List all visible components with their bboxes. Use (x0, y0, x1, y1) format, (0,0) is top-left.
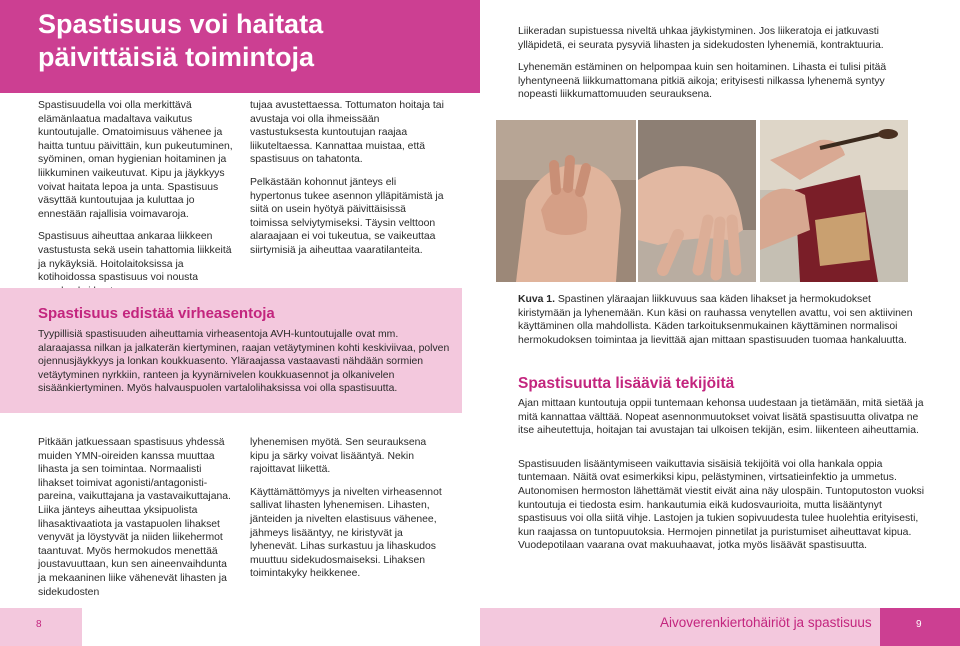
paragraph: Lyhenemän estäminen on helpompaa kuin sen hoitaminen. Lihasta ei tulisi pitää lyhentyneenä liikkumattomana pitkiä aikoja; erityisesti nilkassa lyhenemä syntyy nopeasti liikkumattomuuden seurauksena. (518, 62, 887, 101)
paragraph: Spastisuus aiheuttaa ankaraa liikkeen vastustusta sekä usein tahattomia liikkeitä ja nykäyksiä. Hoitolaitoksissa ja kotihoidossa spastisuus voi nousta (38, 231, 232, 284)
paragraph: Spastisuudella voi olla merkittävä elämänlaatua madaltava vaikutus kuntoutujalle. Omatoimisuus vähenee ja haitta tuntuu päivittäin, kun pukeutuminen, syöminen, oman hygienian hoitaminen ja liikkuminen vaikeutuvat. Kipu ja jäykkyys voivat haitata lepoa ja unta. Spastisuus väsyttää kuntoutujaa ja kuluttaa jo ennestään rajallisia voimavaroja. (38, 100, 233, 220)
photo-hand-spastic (496, 120, 636, 282)
paragraph: Ajan mittaan kuntoutuja oppii tuntemaan kehonsa uudestaan ja tietämään, mitä sietää ja mitä kannattaa välttää. Nopeat asennonmuutokset voivat lisätä spastisuutta olivatpa ne itse aiheutettuja, hoitajan tai avustajan tai ulkoisen tekijän, esim. liikenteen aiheuttamia. (518, 398, 924, 437)
title-line-2: päivittäisiä toimintoja (38, 42, 315, 72)
paragraph: Spastisuuden lisääntymiseen vaikuttavia sisäisiä tekijöitä voi olla hankala oppia tuntemaan. Näitä ovat esimerkiksi kipu, pelästyminen, virtsatieinfektio ja ummetus. Autonomisen hermoston lähettämät viestit eivät aina näy ulospäin. Tuntoputoston vuoksi kuntoutuja ei tiedosta esim. hankautumia eikä kudosvaurioita, mutta lisääntynyt spastisuus voi olla siitä vihje. Lastojen ja tukien sopivuudesta tulee huolehtia erityisesti, kun raajassa on tuntopuutoksia. Hermojen pinnetilat ja puristumiset aiheuttavat kipua. Vuodepotilaan vaarana ovat makuuhaavat, jotka myös lisäävät spastisuutta. (518, 458, 925, 552)
figure-caption (518, 293, 922, 347)
paragraph: Liikeradan supistuessa niveltä uhkaa jäykistyminen. Jos liikeratoja ei jatkuvasti ylläpidetä, ei seurata pysyviä lihasten ja sidekudosten lyhenemiä, kontraktuuria. (518, 26, 884, 51)
info-box-heading: Spastisuus edistää virheasentoja (38, 305, 275, 322)
photo-hand-coffee (760, 120, 908, 282)
paragraph: Pelkästään kohonnut jänteys eli hypertonus tukee asennon ylläpitämistä ja siitä on usein hyötyä päivittäisissä toimissa selviytymiseksi. Täysin velttoon alaraajaan ei voi tukeutua, se vaikeuttaa siirtymisiä ja aiheuttaa vaaratilanteita. (250, 176, 444, 256)
paragraph: lyhenemisen myötä. Sen seurauksena kipu ja särky voivat lisääntyä. Nekin rajoittavat liikettä. (250, 437, 427, 476)
column-2 (250, 99, 444, 267)
page-title (38, 8, 323, 74)
paragraph: tujaa avustettaessa. Tottumaton hoitaja tai avustaja voi olla ihmeissään vastustuksesta kuntoutujan raajaa liikuteltaessa. Kannattaa muistaa, että spastisuus on tahatonta. (250, 100, 444, 166)
column-4 (250, 436, 446, 590)
column-3 (38, 436, 232, 608)
publication-title: Aivoverenkiertohäiriöt ja spastisuus (660, 615, 872, 630)
photo-hand-opened (638, 120, 756, 282)
column-1 (38, 99, 234, 307)
paragraph: Käyttämättömyys ja nivelten virheasennot sallivat lihasten lyhenemisen. Lihasten, jänteiden ja nivelten elastisuus vähenee, jähmeys lisääntyy, ne kiristyvät ja lyhenevät. Lihas surkastuu ja lihaskudos muuttuu sidekudosmaiseksi. Lihaksen toimintakyky heikkenee. (250, 486, 442, 580)
page-number-left: 8 (36, 619, 42, 630)
paragraph: Pitkään jatkuessaan spastisuus yhdessä muiden YMN-oireiden kanssa muuttaa lihasta ja sen toimintaa. Normaalisti lihakset toimivat agonisti/antagonisti-pareina, vaikuttajana ja vastavaikuttajana. Liika jänteys aiheuttaa yksipuolista lihasaktivaatiota ja vastapuolen lihakset venyvät ja löystyvät ja niiden liikehermot taantuvat. Myös hermokudos menettää joustavuuttaan, kun sen aineenvaihdunta ja mekaaninen liike vähenevät lihasten ja sidekudosten (38, 437, 231, 598)
caption-text: Spastinen yläraajan liikkuvuus saa käden lihakset ja hermokudokset kiristymään ja lyhenemään. Kun käsi on rauhassa venytellen avattu, voi sen aktiivinen käyttäminen olla mahdollista. Käden tarkoituksenmukainen käyttäminen normalisoi hermokudoksen toimintaa ja lievittää ajan mittaan spastisuuden tuomaa hankaluutta. (518, 294, 913, 346)
section-heading: Spastisuutta lisääviä tekijöitä (518, 375, 735, 392)
caption-label: Kuva 1. (518, 294, 555, 305)
right-body (518, 397, 926, 562)
intro-text (518, 25, 926, 111)
page-number-right: 9 (916, 619, 922, 630)
title-line-1: Spastisuus voi haitata (38, 9, 324, 39)
info-box-text: Tyypillisiä spastisuuden aiheuttamia virheasentoja AVH-kuntoutujalle ovat mm. alaraajassa nilkan ja jalkaterän kiertyminen, raajan vetäytyminen kohti keskiviivaa, polven ojennusjäykkyys ja lonkan koukkuasento. Yläraajassa vastaavasti nähdään sormien vetäytyminen nyrkkiin, ranteen ja kyynärnivelen koukkuasennot ja olkanivelen sisäänkiertyminen. Myös halvauspuolen vartalolihaksissa voi olla spastisuutta. (38, 329, 450, 395)
